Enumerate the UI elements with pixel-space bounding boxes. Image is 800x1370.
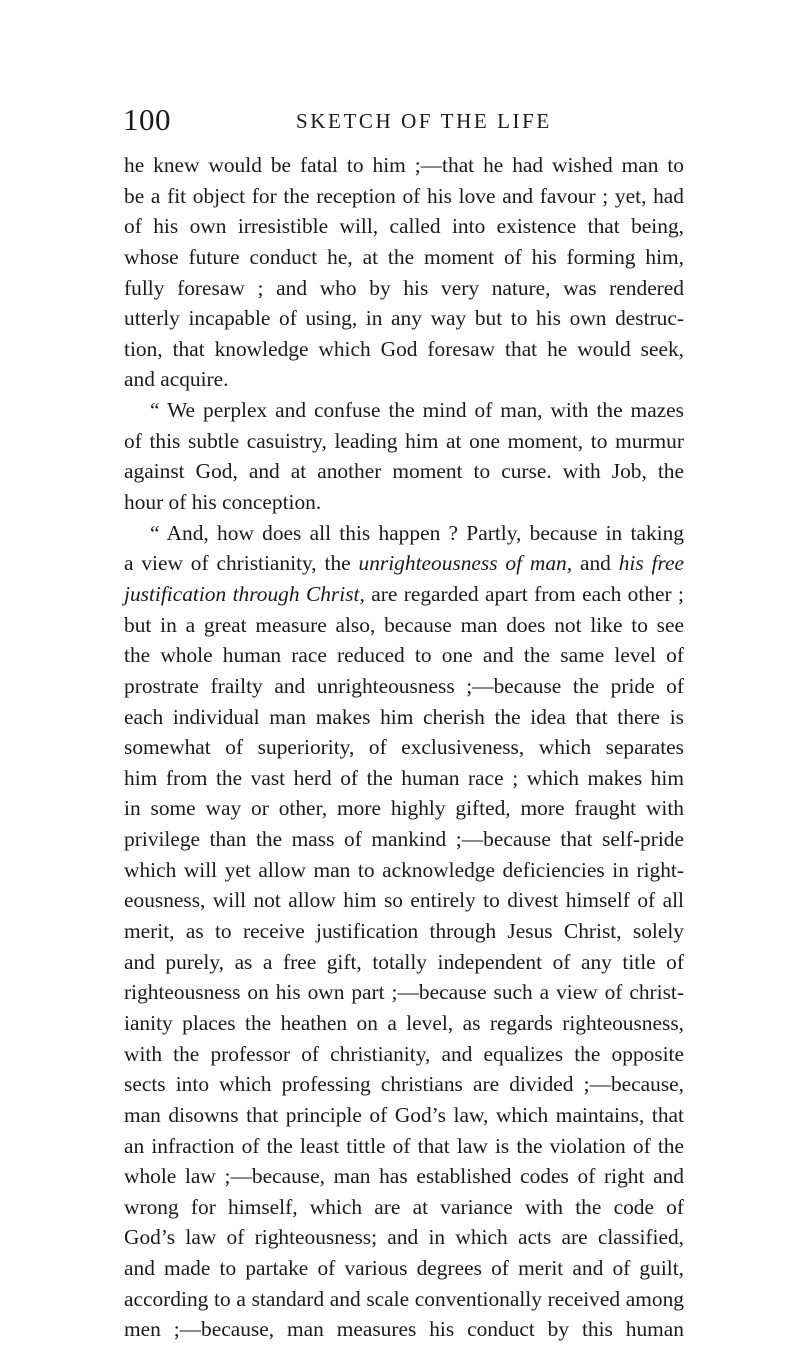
page-header <box>123 100 683 140</box>
text-line: and made to partake of various degrees of merit and of guilt, <box>124 1256 684 1281</box>
text-line: privilege than the mass of mankind ;—because that self-pride <box>124 827 684 852</box>
text-line: somewhat of superiority, of exclusiveness, which separates <box>124 735 684 760</box>
text-line: of his own irresistible will, called into existence that being, <box>124 214 684 239</box>
text-line: merit, as to receive justification through Jesus Christ, solely <box>124 919 684 944</box>
text-segment: and <box>572 551 619 576</box>
text-line: against God, and at another moment to curse. with Job, the <box>124 459 684 484</box>
text-line: prostrate frailty and unrighteousness ;—because the pride of <box>124 673 684 698</box>
text-line: according to a standard and scale conventionally received among <box>124 1286 684 1311</box>
text-line: wrong for himself, which are at variance with the code of <box>124 1194 684 1219</box>
text-line: and purely, as a free gift, totally independent of any title of <box>124 949 684 974</box>
italic-phrase: unrighteousness of man, <box>358 551 573 576</box>
text-line: sects into which professing christians are divided ;—because, <box>124 1072 684 1097</box>
text-line: fully foresaw ; and who by his very nature, was rendered <box>124 275 684 300</box>
text-line: God’s law of righteousness; and in which acts are classified, <box>124 1225 684 1250</box>
page-number: 100 <box>123 102 171 137</box>
text-line <box>124 579 684 610</box>
italic-phrase: his free <box>618 551 684 576</box>
text-line: “ We perplex and confuse the mind of man, with the mazes <box>150 398 684 423</box>
text-line: righteousness on his own part ;—because such a view of christ- <box>124 980 684 1005</box>
text-line: but in a great measure also, because man does not like to see <box>124 612 684 637</box>
text-line: the whole human race reduced to one and the same level of <box>124 643 684 668</box>
italic-phrase: justification through Christ, <box>124 581 365 606</box>
body-text <box>124 150 684 1345</box>
text-line <box>124 548 684 579</box>
text-line: in some way or other, more highly gifted, more fraught with <box>124 796 684 821</box>
running-head: SKETCH OF THE LIFE <box>296 109 552 133</box>
text-line: man disowns that principle of God’s law, which maintains, that <box>124 1102 684 1127</box>
text-line: hour of his conception. <box>124 490 322 515</box>
text-line: utterly incapable of using, in any way but to his own destruc- <box>124 306 684 331</box>
text-line: ianity places the heathen on a level, as regards righteousness, <box>124 1010 684 1035</box>
text-line: “ And, how does all this happen ? Partly, because in taking <box>150 520 684 545</box>
text-line: which will yet allow man to acknowledge deficiencies in right- <box>124 857 684 882</box>
text-segment: are regarded apart from each other ; <box>364 581 684 606</box>
text-line: he knew would be fatal to him ;—that he had wished man to <box>124 153 684 177</box>
text-line: each individual man makes him cherish the idea that there is <box>124 704 684 729</box>
text-line: whole law ;—because, man has established codes of right and <box>124 1164 684 1189</box>
text-segment: a view of christianity, the <box>124 551 359 576</box>
text-line: him from the vast herd of the human race ; which makes him <box>124 765 684 790</box>
text-line: tion, that knowledge which God foresaw that he would seek, <box>124 336 684 361</box>
text-line: an infraction of the least tittle of that law is the violation of the <box>124 1133 684 1158</box>
text-line: be a fit object for the reception of his love and favour ; yet, had <box>124 183 684 208</box>
text-line: with the professor of christianity, and equalizes the opposite <box>124 1041 684 1066</box>
text-line: of this subtle casuistry, leading him at one moment, to murmur <box>124 428 684 453</box>
text-line: and acquire. <box>124 367 229 392</box>
text-line: whose future conduct he, at the moment of his forming him, <box>124 244 684 269</box>
text-line: men ;—because, man measures his conduct by this human <box>124 1317 684 1342</box>
text-line: eousness, will not allow him so entirely to divest himself of all <box>124 888 684 913</box>
